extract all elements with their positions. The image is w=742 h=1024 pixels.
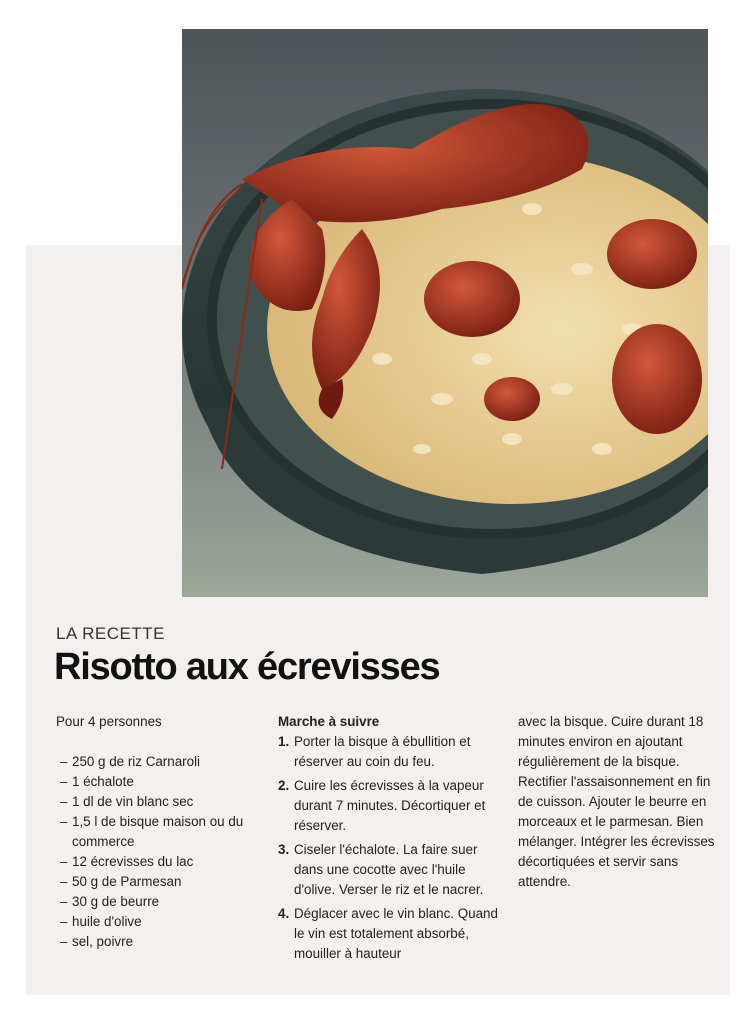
ingredient-item: – sel, poivre	[56, 932, 261, 952]
method-step	[278, 904, 500, 964]
recipe-title: Risotto aux écrevisses	[54, 646, 440, 688]
step-text: Cuire les écrevisses à la vapeur durant 7 minutes. Décortiquer et réserver.	[294, 778, 486, 833]
ingredient-item: – 50 g de Parmesan	[56, 872, 261, 892]
crayfish-risotto-photo	[182, 29, 708, 597]
servings: Pour 4 personnes	[56, 714, 162, 729]
ingredient-item: – 1 échalote	[56, 772, 261, 792]
method-steps	[278, 732, 500, 964]
ingredient-item: – huile d'olive	[56, 912, 261, 932]
method-title: Marche à suivre	[278, 714, 380, 729]
ingredient-item: – 1 dl de vin blanc sec	[56, 792, 261, 812]
step-number: 1.	[278, 734, 290, 749]
method-step	[278, 732, 500, 772]
step-text: Déglacer avec le vin blanc. Quand le vin est totalement absorbé, mouiller à hauteur	[294, 906, 498, 961]
section-kicker: LA RECETTE	[56, 624, 165, 643]
step-text: Ciseler l'échalote. La faire suer dans une cocotte avec l'huile d'olive. Verser le riz et le nacrer.	[294, 842, 484, 897]
ingredient-item: – 30 g de beurre	[56, 892, 261, 912]
step-number: 3.	[278, 842, 290, 857]
step-number: 2.	[278, 778, 290, 793]
crayfish-risotto-illustration	[182, 29, 708, 597]
step-number: 4.	[278, 906, 290, 921]
ingredient-list	[56, 752, 261, 952]
method-continuation: avec la bisque. Cuire durant 18 minutes environ en ajoutant régulièrement de la bisque. Rectifier l'assaisonnement en fin de cuisson. Ajouter le beurre en morceaux et le parmesan. Bien mélanger. Intégrer les écrevisses décortiquées et servir sans attendre.	[518, 714, 715, 889]
method-column	[278, 712, 500, 968]
ingredient-item: – 12 écrevisses du lac	[56, 852, 261, 872]
ingredients-column	[56, 712, 261, 952]
method-step	[278, 840, 500, 900]
ingredient-item: – 250 g de riz Carnaroli	[56, 752, 261, 772]
method-step	[278, 776, 500, 836]
step-text: Porter la bisque à ébullition et réserver au coin du feu.	[294, 734, 471, 769]
ingredient-item: – 1,5 l de bisque maison ou du commerce	[56, 812, 261, 852]
